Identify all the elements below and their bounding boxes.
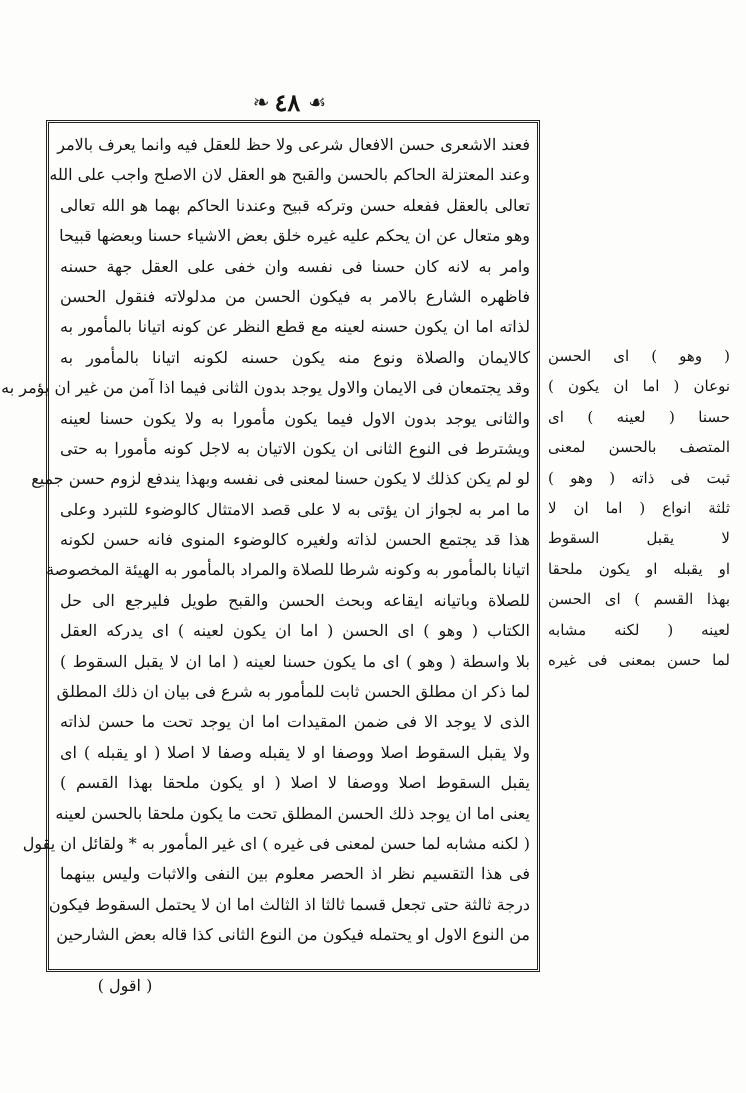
text-line: وهو متعال عن ان يحكم عليه غيره خلق بعض الاشياء حسنا وبعضها قبيحا — [59, 226, 530, 246]
text-line: تعالى بالعقل ففعله حسن وتركه قبيح وعندنا الحاكم بهما هو الله تعالى — [60, 195, 530, 215]
main-text-block — [1, 130, 531, 965]
text-line: ولا يقبل السقوط اصلا ووصفا او لا يقبله وصفا لا اصلا ( او يقبله ) اى — [60, 742, 530, 762]
page-number: ٤٨ — [274, 87, 301, 117]
margin-line: حسنا ( لعينه ) اى — [548, 407, 730, 426]
text-line: درجة ثالثة حتى تجعل قسما ثالثا اذ الثالث اما ان لا يحتمل السقوط فيكون — [48, 894, 530, 914]
text-line: يقبل السقوط اصلا ووصفا لا اصلا ( او يكون ملحقا بهذا القسم ) — [60, 773, 530, 793]
margin-line: بهذا القسم ) اى الحسن — [548, 590, 730, 609]
text-line: لذاته اما ان يكون حسنه لعينه مع قطع النظر عن كونه اتيانا بالمأمور به — [60, 317, 530, 337]
text-line: ( لكنه مشابه لما حسن لمعنى فى غيره ) اى غير المأمور به * ولقائل ان يقول — [22, 833, 530, 853]
text-line: فعند الاشعرى حسن الافعال شرعى ولا حظ للعقل فيه وانما يعرف بالامر — [57, 135, 530, 154]
text-line: ويشترط فى النوع الثانى ان يكون الاتيان به لاجل كونه مأمورا به حتى — [60, 438, 530, 458]
margin-line: لا يقبل السقوط — [548, 529, 730, 548]
margin-line: ثبت فى ذاته ( وهو ) — [548, 468, 730, 487]
text-line: يعنى اما ان يوجد ذلك الحسن المطلق تحت ما يكون ملحقا بالحسن لعينه — [55, 803, 530, 823]
catchword: ( اقول ) — [97, 976, 153, 995]
text-line: بلا واسطة ( وهو ) اى ما يكون حسنا لعينه ( اما ان لا يقبل السقوط ) — [60, 651, 530, 671]
text-line: كالايمان والصلاة ونوع منه يكون حسنه لكونه اتيانا بالمأمور به — [60, 347, 530, 367]
text-line: الكتاب ( وهو ) اى الحسن ( اما ان يكون لعينه ) اى يدركه العقل — [60, 621, 530, 641]
left-ornament-icon: ❧ — [252, 90, 267, 114]
text-line: اتيانا بالمأمور به وكونه شرطا للصلاة والمراد بالمأمور به الهيئة المخصوصة — [46, 560, 530, 580]
margin-line: المتصف بالحسن لمعنى — [548, 438, 730, 457]
margin-line: لعينه ( لكنه مشابه — [548, 620, 730, 639]
page-header — [228, 86, 348, 118]
margin-line: ( وهو ) اى الحسن — [548, 347, 730, 365]
margin-line: لما حسن بمعنى فى غيره — [548, 650, 730, 669]
text-line: والثانى يوجد بدون الاول فيما يكون مأمورا به ولا يكون حسنا لعينه — [60, 408, 531, 428]
margin-commentary — [548, 341, 730, 671]
text-line: وقد يجتمعان فى الايمان والاول يوجد بدون الثانى فيما اذا آمن من غير ان يؤمر به — [1, 378, 530, 398]
text-line: لما ذكر ان مطلق الحسن ثابت للمأمور به شرع فى بيان ان ذلك المطلق — [56, 682, 530, 702]
margin-line: ثلثة انواع ( اما ان لا — [548, 498, 730, 517]
right-ornament-icon: ☙ — [308, 90, 324, 114]
text-line: هذا قد يجتمع الحسن لذاته ولغيره كالوضوء المنوى فانه حسن لكونه — [60, 530, 530, 550]
text-line: ما امر به لجواز ان يؤتى به لا على قصد الامتثال كالوضوء للتبرد وعلى — [60, 499, 530, 519]
text-line: فى هذا التقسيم نظر اذ الحصر معلوم بين النفى والاثبات وليس بينهما — [60, 864, 530, 884]
text-line: لو لم يكن كذلك لا يكون حسنا لمعنى فى نفسه وبهذا يندفع لزوم حسن جميع — [31, 469, 530, 489]
text-line: للصلاة وباتيانه ايقاعه وبحث الحسن والقبح طويل فليرجع الى حل — [60, 590, 531, 610]
text-line: وامر به لانه كان حسنا فى نفسه وان خفى على العقل جهة حسنه — [60, 256, 530, 276]
text-line: من النوع الاول او يحتمله فيكون من النوع الثانى كذا قاله بعض الشارحين — [56, 925, 530, 945]
margin-line: نوعان ( اما ان يكون ) — [548, 377, 730, 396]
text-line: وعند المعتزلة الحاكم بالحسن والقبح هو العقل لان الاصلح واجب على الله — [49, 165, 530, 185]
text-line: فاظهره الشارع بالامر به فيكون الحسن من مدلولاته فنقول الحسن — [60, 286, 530, 306]
margin-line: او يقبله او يكون ملحقا — [548, 559, 730, 578]
text-line: الذى لا يوجد الا فى ضمن المقيدات اما ان يوجد تحت ما حسن لذاته — [60, 712, 530, 732]
